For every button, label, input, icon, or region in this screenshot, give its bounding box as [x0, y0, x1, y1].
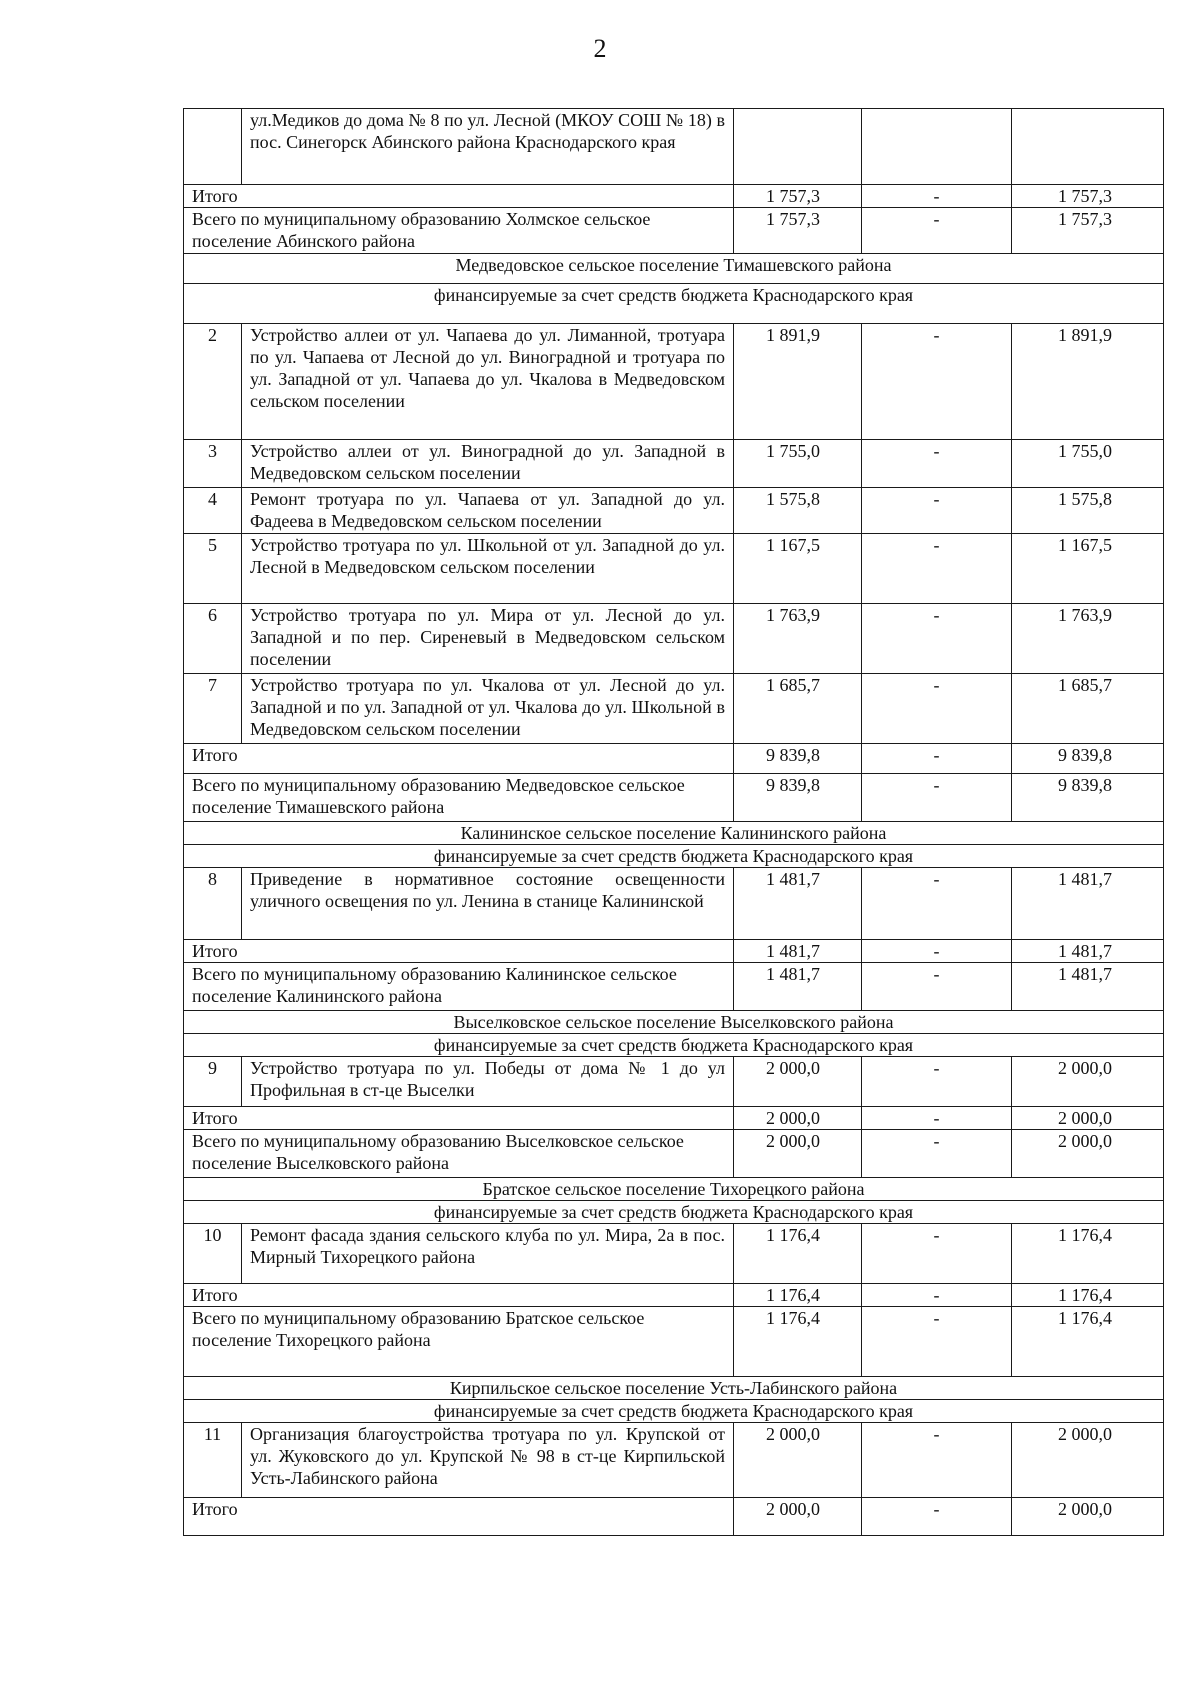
- total-row: [184, 1107, 1164, 1130]
- row-description: Устройство тротуара по ул. Школьной от ул. Западной до ул. Лесной в Медведовском сельском поселении: [242, 534, 734, 604]
- section-header: Медведовское сельское поселение Тимашевского района: [184, 254, 1164, 284]
- total-label: Итого: [184, 185, 734, 208]
- total-label: Итого: [184, 744, 734, 774]
- amount-cell: 1 176,4: [1012, 1307, 1164, 1377]
- row-number: 6: [184, 604, 242, 674]
- total-label: Итого: [184, 1284, 734, 1307]
- total-row: [184, 1307, 1164, 1377]
- amount-cell: 2 000,0: [734, 1498, 862, 1536]
- total-row: [184, 208, 1164, 254]
- amount-cell: -: [862, 488, 1012, 534]
- amount-cell: [1012, 109, 1164, 185]
- table-row: [184, 488, 1164, 534]
- row-number: 5: [184, 534, 242, 604]
- table-row: [184, 1423, 1164, 1498]
- total-row: [184, 185, 1164, 208]
- amount-cell: 1 685,7: [734, 674, 862, 744]
- amount-cell: 1 763,9: [734, 604, 862, 674]
- amount-cell: -: [862, 1284, 1012, 1307]
- row-description: Устройство тротуара по ул. Победы от дома № 1 до ул Профильная в ст-це Выселки: [242, 1057, 734, 1107]
- section-header-row: [184, 845, 1164, 868]
- amount-cell: 1 755,0: [1012, 440, 1164, 488]
- section-header: Калининское сельское поселение Калининского района: [184, 822, 1164, 845]
- amount-cell: -: [862, 185, 1012, 208]
- total-row: [184, 1284, 1164, 1307]
- total-row: [184, 1498, 1164, 1536]
- amount-cell: -: [862, 744, 1012, 774]
- amount-cell: 1 481,7: [734, 963, 862, 1011]
- table-row: [184, 109, 1164, 185]
- amount-cell: -: [862, 674, 1012, 744]
- section-header-row: [184, 1377, 1164, 1400]
- row-number: 2: [184, 324, 242, 440]
- amount-cell: 1 685,7: [1012, 674, 1164, 744]
- amount-cell: 9 839,8: [734, 744, 862, 774]
- total-label: Итого: [184, 1498, 734, 1536]
- amount-cell: [862, 109, 1012, 185]
- amount-cell: 1 176,4: [734, 1307, 862, 1377]
- amount-cell: 2 000,0: [1012, 1130, 1164, 1178]
- table-row: [184, 440, 1164, 488]
- amount-cell: [734, 109, 862, 185]
- amount-cell: 9 839,8: [1012, 744, 1164, 774]
- amount-cell: 1 763,9: [1012, 604, 1164, 674]
- amount-cell: 1 481,7: [1012, 963, 1164, 1011]
- amount-cell: 1 757,3: [1012, 208, 1164, 254]
- amount-cell: -: [862, 534, 1012, 604]
- section-header-row: [184, 284, 1164, 324]
- total-row: [184, 1130, 1164, 1178]
- table-row: [184, 604, 1164, 674]
- total-label: Итого: [184, 940, 734, 963]
- section-header: Выселковское сельское поселение Выселковского района: [184, 1011, 1164, 1034]
- section-header: финансируемые за счет средств бюджета Краснодарского края: [184, 1400, 1164, 1423]
- amount-cell: 1 755,0: [734, 440, 862, 488]
- amount-cell: -: [862, 1107, 1012, 1130]
- row-description: Устройство аллеи от ул. Виноградной до ул. Западной в Медведовском сельском поселении: [242, 440, 734, 488]
- amount-cell: 2 000,0: [734, 1107, 862, 1130]
- total-label: Всего по муниципальному образованию Медведовское сельское поселение Тимашевского района: [184, 774, 734, 822]
- total-label: Всего по муниципальному образованию Холмское сельское поселение Абинского района: [184, 208, 734, 254]
- amount-cell: -: [862, 208, 1012, 254]
- amount-cell: 1 481,7: [1012, 868, 1164, 940]
- amount-cell: -: [862, 440, 1012, 488]
- amount-cell: -: [862, 940, 1012, 963]
- row-number: 4: [184, 488, 242, 534]
- amount-cell: -: [862, 1057, 1012, 1107]
- amount-cell: 1 891,9: [734, 324, 862, 440]
- row-description: Устройство тротуара по ул. Чкалова от ул. Лесной до ул. Западной и по ул. Западной от ул. Чкалова до ул. Школьной в Медведовском сельском поселении: [242, 674, 734, 744]
- row-description: Ремонт тротуара по ул. Чапаева от ул. Западной до ул. Фадеева в Медведовском сельском поселении: [242, 488, 734, 534]
- section-header-row: [184, 254, 1164, 284]
- amount-cell: 9 839,8: [734, 774, 862, 822]
- amount-cell: 1 481,7: [1012, 940, 1164, 963]
- row-description: Устройство тротуара по ул. Мира от ул. Лесной до ул. Западной и по пер. Сиреневый в Медведовском сельском поселении: [242, 604, 734, 674]
- row-number: 10: [184, 1224, 242, 1284]
- amount-cell: -: [862, 1130, 1012, 1178]
- amount-cell: 2 000,0: [734, 1057, 862, 1107]
- section-header: Братское сельское поселение Тихорецкого района: [184, 1178, 1164, 1201]
- section-header-row: [184, 1011, 1164, 1034]
- total-row: [184, 774, 1164, 822]
- amount-cell: -: [862, 324, 1012, 440]
- section-header: финансируемые за счет средств бюджета Краснодарского края: [184, 1034, 1164, 1057]
- row-description: Ремонт фасада здания сельского клуба по ул. Мира, 2а в пос. Мирный Тихорецкого района: [242, 1224, 734, 1284]
- table-row: [184, 534, 1164, 604]
- amount-cell: -: [862, 1423, 1012, 1498]
- row-number: 9: [184, 1057, 242, 1107]
- amount-cell: 1 167,5: [734, 534, 862, 604]
- amount-cell: 1 481,7: [734, 940, 862, 963]
- amount-cell: 1 481,7: [734, 868, 862, 940]
- amount-cell: -: [862, 1224, 1012, 1284]
- table-row: [184, 868, 1164, 940]
- amount-cell: -: [862, 1498, 1012, 1536]
- amount-cell: 1 167,5: [1012, 534, 1164, 604]
- section-header-row: [184, 1400, 1164, 1423]
- section-header-row: [184, 1034, 1164, 1057]
- amount-cell: 1 891,9: [1012, 324, 1164, 440]
- amount-cell: 2 000,0: [1012, 1057, 1164, 1107]
- row-description: Устройство аллеи от ул. Чапаева до ул. Лиманной, тротуара по ул. Чапаева от Лесной до ул. Виноградной и тротуара по ул. Западной от ул. Чапаева до ул. Чкалова в Медведовском сельском поселении: [242, 324, 734, 440]
- amount-cell: 2 000,0: [734, 1130, 862, 1178]
- amount-cell: 2 000,0: [1012, 1423, 1164, 1498]
- total-label: Всего по муниципальному образованию Калининское сельское поселение Калининского района: [184, 963, 734, 1011]
- table-row: [184, 1057, 1164, 1107]
- section-header: финансируемые за счет средств бюджета Краснодарского края: [184, 284, 1164, 324]
- amount-cell: -: [862, 604, 1012, 674]
- table-row: [184, 674, 1164, 744]
- amount-cell: 1 757,3: [734, 185, 862, 208]
- amount-cell: 1 176,4: [734, 1224, 862, 1284]
- row-number: 3: [184, 440, 242, 488]
- row-number: [184, 109, 242, 185]
- section-header: финансируемые за счет средств бюджета Краснодарского края: [184, 1201, 1164, 1224]
- amount-cell: -: [862, 774, 1012, 822]
- total-label: Итого: [184, 1107, 734, 1130]
- amount-cell: -: [862, 1307, 1012, 1377]
- amount-cell: -: [862, 963, 1012, 1011]
- amount-cell: 1 575,8: [1012, 488, 1164, 534]
- amount-cell: 2 000,0: [1012, 1107, 1164, 1130]
- section-header-row: [184, 822, 1164, 845]
- section-header-row: [184, 1178, 1164, 1201]
- total-row: [184, 963, 1164, 1011]
- amount-cell: 2 000,0: [1012, 1498, 1164, 1536]
- section-header: Кирпильское сельское поселение Усть-Лабинского района: [184, 1377, 1164, 1400]
- total-label: Всего по муниципальному образованию Братское сельское поселение Тихорецкого района: [184, 1307, 734, 1377]
- section-header: финансируемые за счет средств бюджета Краснодарского края: [184, 845, 1164, 868]
- row-number: 11: [184, 1423, 242, 1498]
- amount-cell: 9 839,8: [1012, 774, 1164, 822]
- table-row: [184, 324, 1164, 440]
- section-header-row: [184, 1201, 1164, 1224]
- amount-cell: -: [862, 868, 1012, 940]
- budget-table: [183, 108, 1164, 1536]
- amount-cell: 1 757,3: [1012, 185, 1164, 208]
- amount-cell: 2 000,0: [734, 1423, 862, 1498]
- total-label: Всего по муниципальному образованию Выселковское сельское поселение Выселковского района: [184, 1130, 734, 1178]
- amount-cell: 1 176,4: [1012, 1224, 1164, 1284]
- row-description: ул.Медиков до дома № 8 по ул. Лесной (МКОУ СОШ № 18) в пос. Синегорск Абинского района Краснодарского края: [242, 109, 734, 185]
- amount-cell: 1 757,3: [734, 208, 862, 254]
- amount-cell: 1 575,8: [734, 488, 862, 534]
- total-row: [184, 744, 1164, 774]
- row-number: 7: [184, 674, 242, 744]
- row-description: Приведение в нормативное состояние освещенности уличного освещения по ул. Ленина в станице Калининской: [242, 868, 734, 940]
- page-number: 2: [593, 34, 607, 63]
- amount-cell: 1 176,4: [734, 1284, 862, 1307]
- row-number: 8: [184, 868, 242, 940]
- amount-cell: 1 176,4: [1012, 1284, 1164, 1307]
- row-description: Организация благоустройства тротуара по ул. Крупской от ул. Жуковского до ул. Крупской № 98 в ст-це Кирпильской Усть-Лабинского района: [242, 1423, 734, 1498]
- total-row: [184, 940, 1164, 963]
- table-row: [184, 1224, 1164, 1284]
